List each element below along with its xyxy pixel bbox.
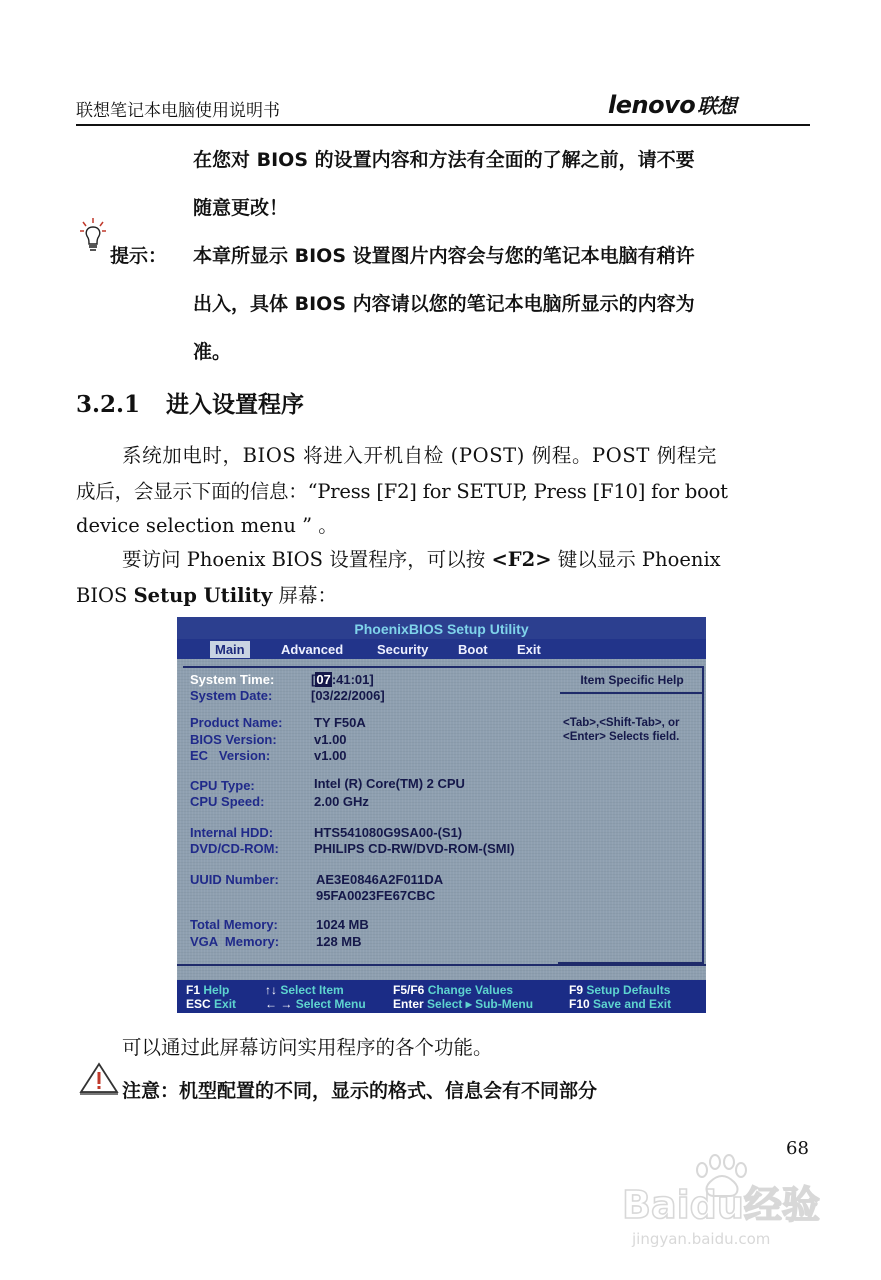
- f10-key: F10: [569, 997, 590, 1011]
- section-title: 进入设置程序: [166, 392, 305, 418]
- setup-utility-text: Setup Utility: [133, 584, 273, 607]
- tip-label: 提示：: [110, 245, 168, 267]
- para-3: 可以通过此屏幕访问实用程序的各个功能。: [122, 1036, 493, 1059]
- system-time-value: [07:41:01]: [311, 672, 374, 687]
- bios-menu-main: Main: [210, 641, 250, 658]
- uuid-label: UUID Number:: [190, 872, 279, 887]
- enter-key: Enter: [393, 997, 424, 1011]
- bios-help-line-2: <Enter> Selects field.: [563, 731, 680, 743]
- uuid-value-2: 95FA0023FE67CBC: [316, 888, 436, 903]
- lenovo-logo: [608, 90, 736, 119]
- para-2-bios: BIOS: [76, 584, 134, 607]
- para-2-text-a: 要访问 Phoenix BIOS 设置程序，可以按: [122, 548, 492, 571]
- dvd-rom-label: DVD/CD-ROM:: [190, 841, 279, 856]
- para-2-line-1: [122, 544, 721, 572]
- bios-help-title: Item Specific Help: [580, 673, 684, 687]
- tip-line-3: 准。: [193, 341, 232, 363]
- lightbulb-icon: [80, 218, 106, 254]
- ec-version-value: v1.00: [314, 748, 347, 763]
- bios-menu-exit: Exit: [517, 642, 541, 657]
- cpu-speed-label: CPU Speed:: [190, 794, 265, 809]
- footer-enter: [393, 997, 533, 1011]
- footer-f5f6: [393, 983, 513, 997]
- cpu-type-label: CPU Type:: [190, 778, 255, 793]
- baidu-watermark: [614, 1148, 834, 1252]
- dvd-rom-value: PHILIPS CD-RW/DVD-ROM-(SMI): [314, 841, 515, 856]
- esc-desc: Exit: [214, 997, 237, 1011]
- product-name-value: TY F50A: [314, 715, 366, 730]
- para-2-screen: 屏幕：: [272, 584, 337, 607]
- footer-f1: [186, 983, 229, 997]
- system-date-value: [03/22/2006]: [311, 688, 385, 703]
- bios-screenshot: [177, 617, 706, 1013]
- system-time-rest: :41:01]: [331, 672, 374, 687]
- bios-bottom-rule: [177, 964, 706, 966]
- system-date-label: System Date:: [190, 688, 273, 703]
- total-memory-label: Total Memory:: [190, 917, 278, 932]
- logo-cn: 联想: [697, 94, 737, 118]
- header-title: 联想笔记本电脑使用说明书: [76, 101, 280, 121]
- f5f6-desc: Change Values: [427, 983, 514, 997]
- f1-key: F1: [186, 983, 201, 997]
- bios-menu-security: Security: [377, 642, 429, 657]
- bios-menu-bar: [177, 639, 706, 659]
- bios-version-label: BIOS Version:: [190, 732, 277, 747]
- footer-leftright: [265, 997, 366, 1011]
- warning-icon: [79, 1062, 119, 1096]
- f5f6-key: F5/F6: [393, 983, 425, 997]
- logo-text: lenovo: [608, 91, 696, 119]
- internal-hdd-value: HTS541080G9SA00-(S1): [314, 825, 463, 840]
- updown-arrows-icon: ↑↓: [265, 983, 277, 997]
- bios-help-rule: [560, 692, 704, 694]
- f10-desc: Save and Exit: [593, 997, 672, 1011]
- section-number: 3.2.1: [76, 391, 141, 418]
- footer-f10: [569, 997, 671, 1011]
- bios-footer: [177, 980, 706, 1013]
- bios-title: PhoenixBIOS Setup Utility: [177, 617, 706, 639]
- para-1-line-2: 成后，会显示下面的信息：“Press [F2] for SETUP, Press [F10] for boot: [76, 480, 728, 503]
- tip-line-2: 出入，具体 BIOS 内容请以您的笔记本电脑所显示的内容为: [193, 293, 695, 315]
- enter-desc: Select ▸ Sub-Menu: [427, 997, 534, 1011]
- para-1-line-3: device selection menu ” 。: [76, 514, 338, 537]
- bios-top-rule: [183, 666, 559, 668]
- f9-desc: Setup Defaults: [586, 983, 671, 997]
- bios-menu-advanced: Advanced: [281, 642, 344, 657]
- header-rule: [76, 124, 810, 126]
- notice-line-1: 在您对 BIOS 的设置内容和方法有全面的了解之前，请不要: [193, 149, 695, 171]
- watermark-url: jingyan.baidu.com: [632, 1230, 771, 1248]
- system-time-hour: 07: [316, 672, 331, 687]
- f1-desc: Help: [203, 983, 230, 997]
- internal-hdd-label: Internal HDD:: [190, 825, 274, 840]
- vga-memory-label: VGA Memory:: [190, 934, 280, 949]
- bios-version-value: v1.00: [314, 732, 347, 747]
- uuid-value-1: AE3E0846A2F011DA: [316, 872, 444, 887]
- product-name-label: Product Name:: [190, 715, 283, 730]
- page-number: 68: [786, 1138, 809, 1159]
- footer-updown: [265, 983, 344, 997]
- vga-memory-value: 128 MB: [316, 934, 362, 949]
- warning-text: 注意：机型配置的不同，显示的格式、信息会有不同部分: [122, 1080, 598, 1102]
- f9-key: F9: [569, 983, 584, 997]
- watermark-brand: Baidu经验: [622, 1183, 820, 1227]
- para-2-text-b: 键以显示 Phoenix: [551, 548, 721, 571]
- footer-f9: [569, 983, 670, 997]
- bios-menu-boot: Boot: [458, 642, 488, 657]
- total-memory-value: 1024 MB: [316, 917, 369, 932]
- notice-line-2: 随意更改！: [193, 197, 289, 219]
- section-heading: [76, 386, 304, 419]
- f2-key: <F2>: [491, 548, 552, 571]
- updown-desc: Select Item: [280, 983, 344, 997]
- bios-help-panel: [558, 666, 704, 964]
- footer-esc: [186, 997, 236, 1011]
- tip-line-1: 本章所显示 BIOS 设置图片内容会与您的笔记本电脑有稍许: [193, 245, 695, 267]
- para-1-line-1: 系统加电时，BIOS 将进入开机自检 (POST) 例程。POST 例程完: [122, 444, 718, 467]
- bios-help-line-1: <Tab>,<Shift-Tab>, or: [563, 717, 680, 729]
- para-2-line-2: [76, 580, 337, 608]
- cpu-speed-value: 2.00 GHz: [314, 794, 369, 809]
- leftright-arrows-icon: ← →: [265, 997, 293, 1011]
- system-time-label: System Time:: [190, 672, 275, 687]
- ec-version-label: EC Version:: [190, 748, 271, 763]
- cpu-type-value: Intel (R) Core(TM) 2 CPU: [314, 776, 465, 791]
- esc-key: ESC: [186, 997, 211, 1011]
- leftright-desc: Select Menu: [295, 997, 366, 1011]
